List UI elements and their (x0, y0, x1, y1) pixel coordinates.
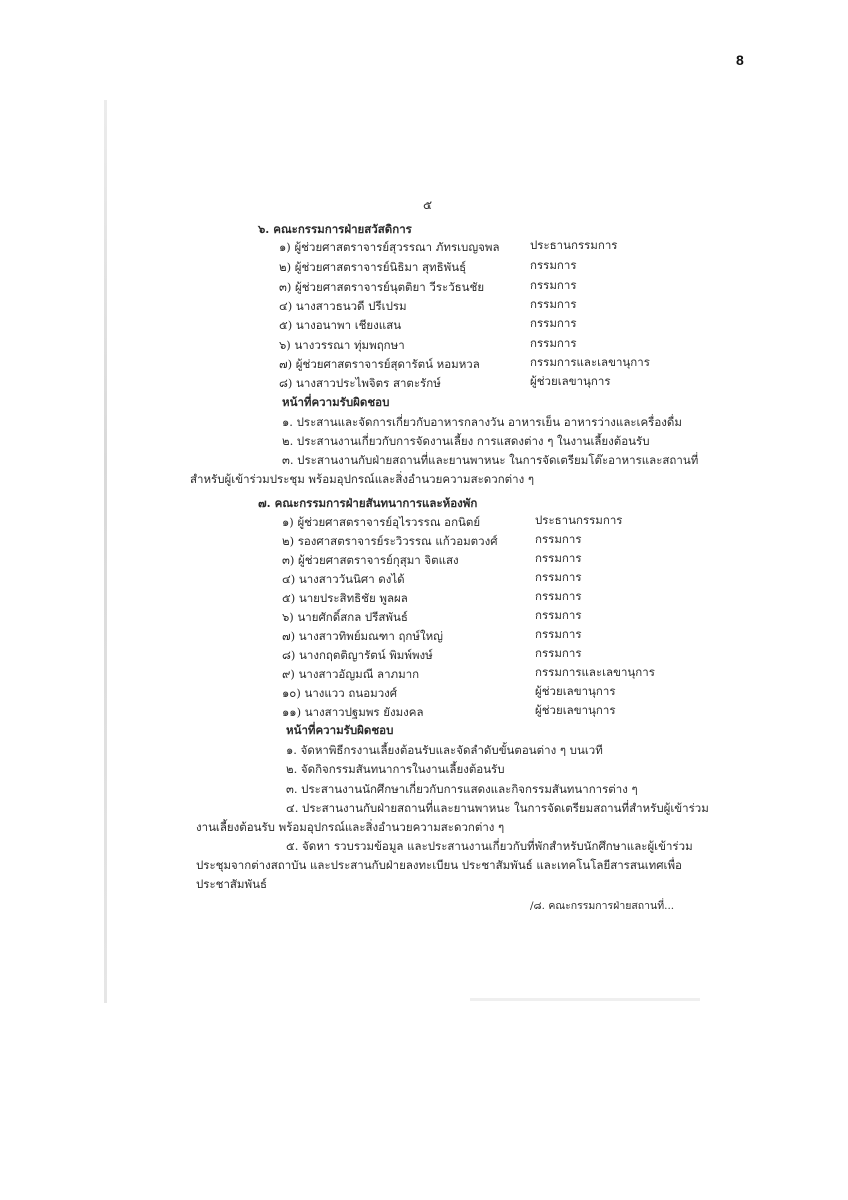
s6-member-name: ๒) ผู้ช่วยศาสตราจารย์นิธิมา สุทธิพันธุ์ (279, 260, 467, 274)
s6-member-role: กรรมการ (530, 278, 577, 292)
s6-member-name: ๗) ผู้ช่วยศาสตราจารย์สุดารัตน์ หอมหวล (279, 357, 480, 371)
s7-member-name: ๒) รองศาสตราจารย์ระวิวรรณ แก้วอมตวงศ์ (282, 534, 498, 548)
s7-member-role: กรรมการ (535, 570, 582, 584)
section-6-heading: ๖. คณะกรรมการฝ่ายสวัสดิการ (258, 222, 412, 236)
s7-duty: ๓. ประสานงานนักศึกษาเกี่ยวกับการแสดงและกิจกรรมสันทนาการต่าง ๆ (286, 782, 638, 796)
s7-member-role: กรรมการ (535, 608, 582, 622)
s6-member-role: ประธานกรรมการ (530, 238, 618, 252)
page-number: 8 (736, 52, 744, 68)
s6-member-role: กรรมการ (530, 258, 577, 272)
s7-member-name: ๕) นายประสิทธิชัย พูลผล (282, 591, 408, 605)
s6-member-name: ๖) นางวรรณา ทุ่มพฤกษา (279, 338, 405, 352)
s6-member-name: ๑) ผู้ช่วยศาสตราจารย์สุวรรณา ภัทรเบญจพล (279, 240, 500, 254)
s7-member-role: ผู้ช่วยเลขานุการ (535, 684, 616, 698)
s7-member-name: ๑) ผู้ช่วยศาสตราจารย์อุไรวรรณ อกนิตย์ (282, 515, 481, 529)
s6-member-name: ๕) นางอนาพา เชียงแสน (279, 318, 402, 332)
s7-member-role: กรรมการ (535, 589, 582, 603)
scan-left-edge (104, 100, 107, 1003)
inner-page-number: ๕ (423, 198, 433, 212)
s7-duty-continuation: งานเลี้ยงต้อนรับ พร้อมอุปกรณ์และสิ่งอำนวยความสะดวกต่าง ๆ (196, 820, 505, 834)
s6-duty: ๓. ประสานงานกับฝ่ายสถานที่และยานพาหนะ ในการจัดเตรียมโต๊ะอาหารและสถานที่ (282, 453, 699, 467)
s7-member-name: ๙) นางสาวอัญมณี ลาภมาก (282, 667, 420, 681)
s6-member-role: ผู้ช่วยเลขานุการ (530, 374, 611, 388)
s6-duty: ๒. ประสานงานเกี่ยวกับการจัดงานเลี้ยง การแสดงต่าง ๆ ในงานเลี้ยงต้อนรับ (282, 434, 650, 448)
s7-duties-heading: หน้าที่ความรับผิดชอบ (286, 723, 394, 737)
s7-duty: ๑. จัดหาพิธีกรงานเลี้ยงต้อนรับและจัดลำดับขั้นตอนต่าง ๆ บนเวที (286, 743, 603, 757)
s7-member-role: ผู้ช่วยเลขานุการ (535, 703, 616, 717)
s7-member-role: กรรมการและเลขานุการ (535, 665, 655, 679)
s6-duty-continuation: สำหรับผู้เข้าร่วมประชุม พร้อมอุปกรณ์และสิ่งอำนวยความสะดวกต่าง ๆ (190, 472, 535, 486)
s7-member-name: ๑๑) นางสาวปฐมพร ยังมงคล (282, 705, 424, 719)
s7-member-name: ๗) นางสาวทิพย์มณฑา ฤกษ์ใหญ่ (282, 629, 443, 643)
s7-duty: ๔. ประสานงานกับฝ่ายสถานที่และยานพาหนะ ในการจัดเตรียมสถานที่สำหรับผู้เข้าร่วม (286, 801, 709, 815)
scan-bottom-edge (470, 998, 700, 1001)
s6-member-role: กรรมการและเลขานุการ (530, 355, 650, 369)
s7-member-name: ๓) ผู้ช่วยศาสตราจารย์กุสุมา จิตแสง (282, 553, 459, 567)
s7-member-role: กรรมการ (535, 646, 582, 660)
section-7-heading: ๗. คณะกรรมการฝ่ายสันทนาการและห้องพัก (258, 496, 478, 510)
s7-member-name: ๘) นางกฤตติญารัตน์ พิมพ์พงษ์ (282, 648, 433, 662)
s6-member-name: ๔) นางสาวธนวดี ปรีเปรม (279, 299, 407, 313)
s7-duty: ๒. จัดกิจกรรมสันทนาการในงานเลี้ยงต้อนรับ (286, 762, 505, 776)
s7-member-name: ๖) นายศักดิ์สกล ปรีสพันธ์ (282, 610, 408, 624)
s7-duty-continuation: ประชุมจากต่างสถาบัน และประสานกับฝ่ายลงทะเบียน ประชาสัมพันธ์ และเทคโนโลยีสารสนเทศเพื่อ (196, 858, 682, 872)
s7-duty: ๕. จัดหา รวบรวมข้อมูล และประสานงานเกี่ยวกับที่พักสำหรับนักศึกษาและผู้เข้าร่วม (286, 839, 693, 853)
next-page-continuation: /๘. คณะกรรมการฝ่ายสถานที่... (530, 900, 675, 912)
s6-member-name: ๓) ผู้ช่วยศาสตราจารย์นุตติยา วีระวัธนชัย (279, 280, 485, 294)
s7-member-role: กรรมการ (535, 551, 582, 565)
s6-member-role: กรรมการ (530, 316, 577, 330)
s7-member-role: กรรมการ (535, 627, 582, 641)
s7-member-role: กรรมการ (535, 532, 582, 546)
s6-member-name: ๘) นางสาวประไพจิตร สาตะรักษ์ (279, 376, 441, 390)
s6-duty: ๑. ประสานและจัดการเกี่ยวกับอาหารกลางวัน อาหารเย็น อาหารว่างและเครื่องดื่ม (282, 415, 682, 429)
s7-member-name: ๑๐) นางแวว ถนอมวงศ์ (282, 686, 398, 700)
s7-duty-continuation: ประชาสัมพันธ์ (196, 877, 267, 891)
s6-duties-heading: หน้าที่ความรับผิดชอบ (282, 395, 390, 409)
s6-member-role: กรรมการ (530, 336, 577, 350)
s6-member-role: กรรมการ (530, 297, 577, 311)
s7-member-role: ประธานกรรมการ (535, 513, 623, 527)
s7-member-name: ๔) นางสาววันนิศา ดงได้ (282, 572, 405, 586)
